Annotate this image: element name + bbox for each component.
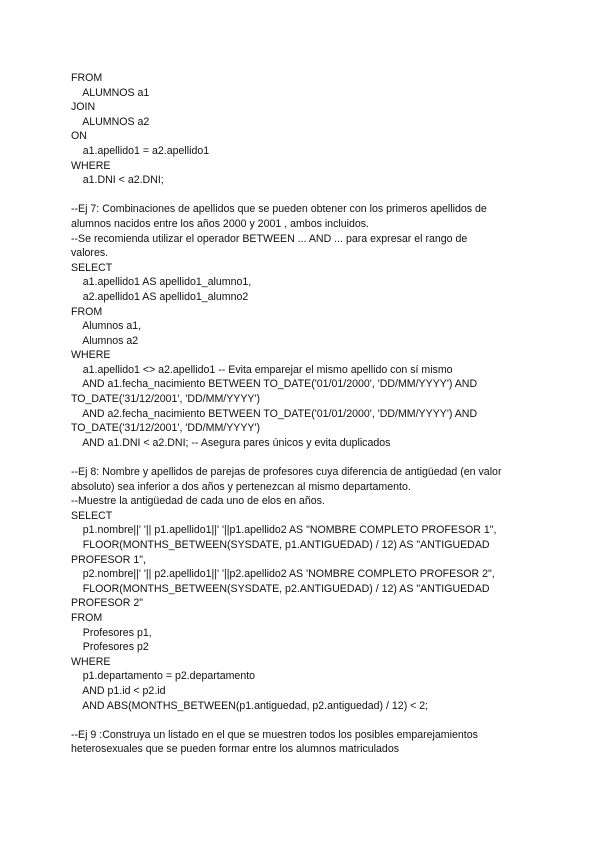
document-line: a1.apellido1 AS apellido1_alumno1, <box>71 276 252 289</box>
document-line: FLOOR(MONTHS_BETWEEN(SYSDATE, p2.ANTIGUEDAD) / 12) AS "ANTIGUEDAD <box>71 582 490 595</box>
document-line: a2.apellido1 AS apellido1_alumno2 <box>71 290 249 303</box>
document-line: --Se recomienda utilizar el operador BETWEEN ... AND ... para expresar el rango de <box>71 232 468 245</box>
document-line: PROFESOR 2" <box>71 597 144 610</box>
document-line: FROM <box>71 611 103 624</box>
document-text <box>71 71 541 757</box>
document-line: Profesores p1, <box>71 626 152 639</box>
document-line: ALUMNOS a1 <box>71 86 150 99</box>
document-line: --Ej 7: Combinaciones de apellidos que se pueden obtener con los primeros apellidos de <box>71 203 487 216</box>
document-line: valores. <box>71 247 109 260</box>
document-line: p1.departamento = p2.departamento <box>71 670 256 683</box>
document-line: AND a1.fecha_nacimiento BETWEEN TO_DATE('01/01/2000', 'DD/MM/YYYY') AND <box>71 378 478 391</box>
document-line: FLOOR(MONTHS_BETWEEN(SYSDATE, p1.ANTIGUEDAD) / 12) AS "ANTIGUEDAD <box>71 539 490 551</box>
document-line: PROFESOR 1", <box>71 553 146 566</box>
document-line: absoluto) sea inferior a dos años y pertenezcan al mismo departamento. <box>71 480 411 493</box>
document-line: TO_DATE('31/12/2001', 'DD/MM/YYYY') <box>71 393 261 406</box>
document-line: FROM <box>71 72 103 84</box>
document-line: a1.DNI < a2.DNI; <box>71 174 164 187</box>
document-line: TO_DATE('31/12/2001', 'DD/MM/YYYY') <box>71 422 261 435</box>
blank-line <box>71 450 541 465</box>
document-line: ALUMNOS a2 <box>71 115 150 128</box>
document-line: p1.nombre||' '|| p1.apellido1||' '||p1.apellido2 AS "NOMBRE COMPLETO PROFESOR 1", <box>71 524 497 537</box>
document-line: WHERE <box>71 159 111 172</box>
document-line: AND a2.fecha_nacimiento BETWEEN TO_DATE('01/01/2000', 'DD/MM/YYYY') AND <box>71 407 478 420</box>
document-line: a1.apellido1 = a2.apellido1 <box>71 144 210 157</box>
document-line: WHERE <box>71 349 111 362</box>
document-line: Alumnos a1, <box>71 320 142 333</box>
document-line: p2.nombre||' '|| p2.apellido1||' '||p2.apellido2 AS 'NOMBRE COMPLETO PROFESOR 2", <box>71 568 495 581</box>
document-line: AND a1.DNI < a2.DNI; -- Asegura pares únicos y evita duplicados <box>71 436 391 449</box>
document-line: FROM <box>71 305 103 318</box>
document-line: ON <box>71 130 87 143</box>
document-line: WHERE <box>71 655 111 668</box>
document-line: alumnos nacidos entre los años 2000 y 2001 , ambos incluidos. <box>71 217 369 230</box>
document-line: SELECT <box>71 261 113 274</box>
document-line: --Muestre la antigüedad de cada uno de elos en años. <box>71 495 325 508</box>
document-line: AND p1.id < p2.id <box>71 684 166 697</box>
document-line: Profesores p2 <box>71 641 149 654</box>
document-line: a1.apellido1 <> a2.apellido1 -- Evita emparejar el mismo apellido con sí mismo <box>71 363 453 376</box>
document-line: --Ej 8: Nombre y apellidos de parejas de profesores cuya diferencia de antigüedad (en valor <box>71 466 502 479</box>
document-line: JOIN <box>71 101 96 114</box>
blank-line <box>71 188 541 203</box>
blank-line <box>71 713 541 728</box>
document-line: SELECT <box>71 509 113 522</box>
document-line: heterosexuales que se pueden formar entre los alumnos matriculados <box>71 743 400 756</box>
document-line: --Ej 9 :Construya un listado en el que se muestren todos los posibles emparejamientos <box>71 728 478 741</box>
document-line: Alumnos a2 <box>71 334 139 347</box>
document-line: AND ABS(MONTHS_BETWEEN(p1.antiguedad, p2.antiguedad) / 12) < 2; <box>71 699 429 712</box>
